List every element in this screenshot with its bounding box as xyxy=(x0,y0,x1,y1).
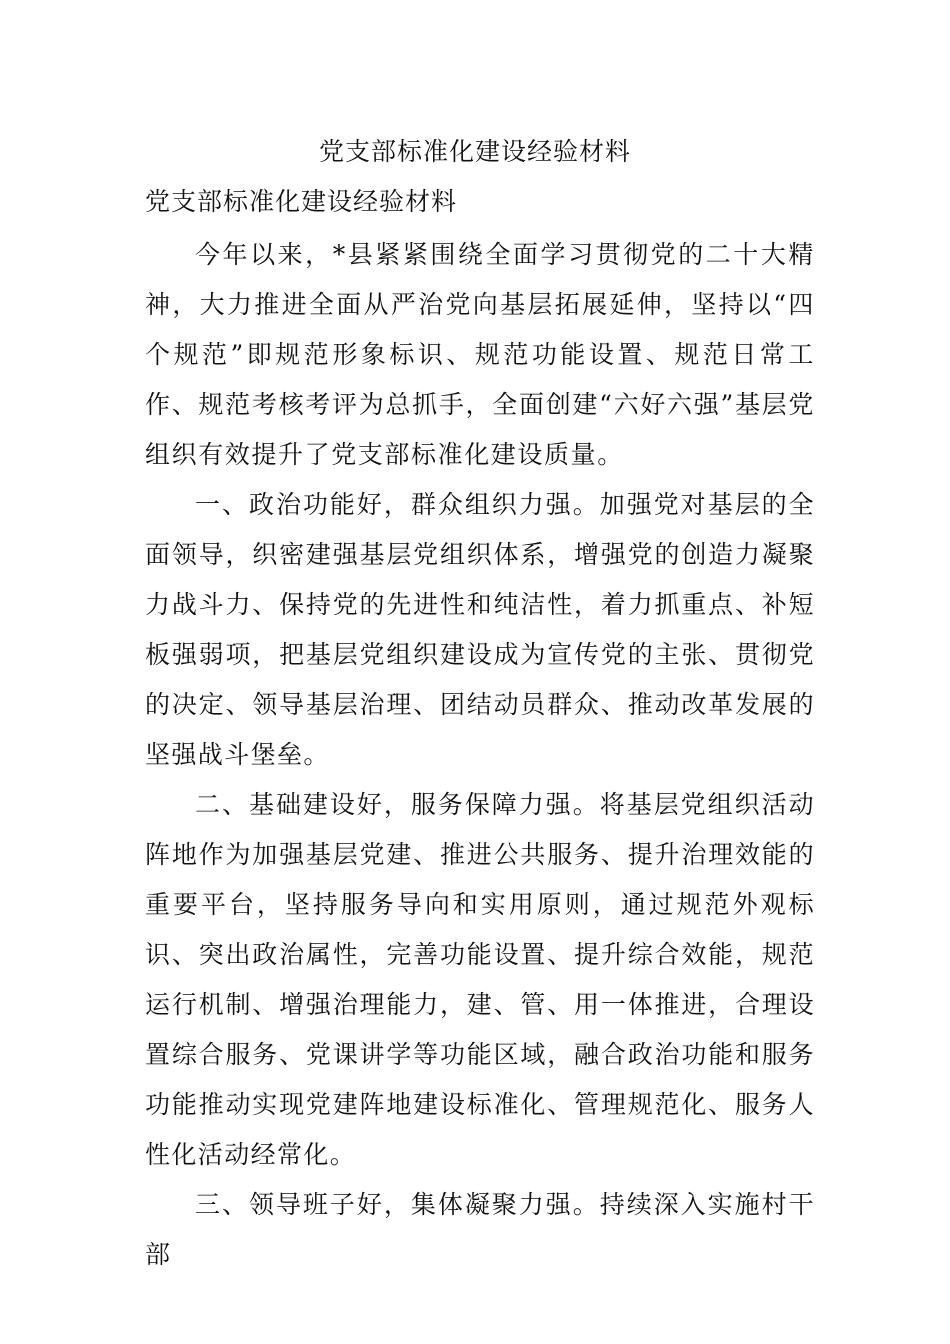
document-title: 党支部标准化建设经验材料 xyxy=(318,137,631,166)
paragraph-section-1: 一、政治功能好，群众组织力强。加强党对基层的全面领导，织密建强基层党组织体系，增强党的创造力凝聚力战斗力、保持党的先进性和纯洁性，着力抓重点、补短板强弱项，把基层党组织建设成为宣传党的主张、贯彻党的决定、领导基层治理、团结动员群众、推动改革发展的坚强战斗堡垒。 xyxy=(145,490,815,769)
paragraph-section-2: 二、基础建设好，服务保障力强。将基层党组织活动阵地作为加强基层党建、推进公共服务、提升治理效能的重要平台，坚持服务导向和实用原则，通过规范外观标识、突出政治属性，完善功能设置、提升综合效能，规范运行机制、增强治理能力，建、管、用一体推进，合理设置综合服务、党课讲学等功能区域，融合政治功能和服务功能推动实现党建阵地建设标准化、管理规范化、服务人性化活动经常化。 xyxy=(145,790,815,1169)
paragraph-intro: 今年以来，*县紧紧围绕全面学习贯彻党的二十大精神，大力推进全面从严治党向基层拓展延伸，坚持以“四个规范”即规范形象标识、规范功能设置、规范日常工作、规范考核考评为总抓手，全面创建“六好六强”基层党组织有效提升了党支部标准化建设质量。 xyxy=(145,240,815,469)
document-body xyxy=(145,230,815,1280)
paragraph-section-3: 三、领导班子好，集体凝聚力强。持续深入实施村干部 xyxy=(145,1190,815,1269)
document-subtitle: 党支部标准化建设经验材料 xyxy=(145,187,458,216)
